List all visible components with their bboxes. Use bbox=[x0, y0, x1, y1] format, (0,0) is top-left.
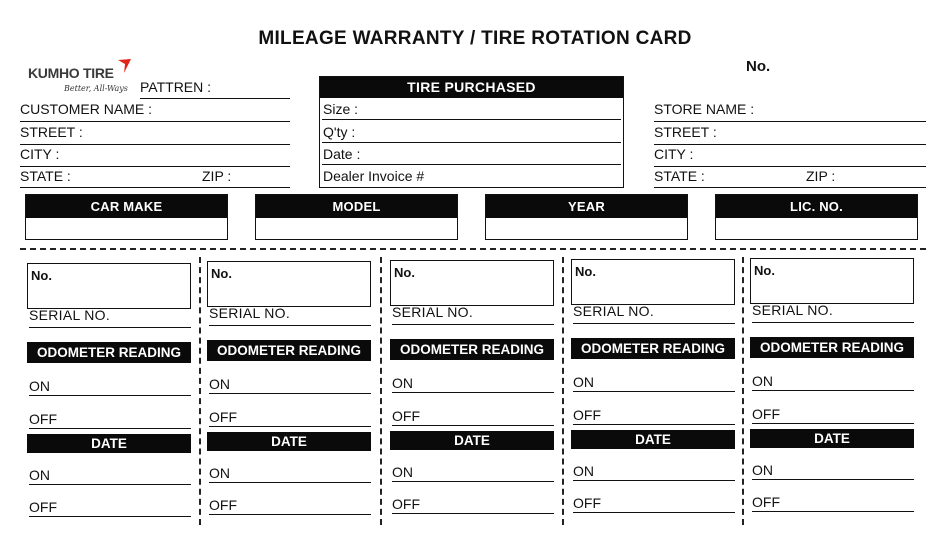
date-off-field[interactable] bbox=[392, 496, 554, 514]
serial-no-label: SERIAL NO. bbox=[573, 303, 655, 319]
date-on-field[interactable] bbox=[392, 464, 554, 482]
odometer-off-label: OFF bbox=[209, 409, 237, 425]
odometer-on-field[interactable] bbox=[573, 374, 735, 392]
date-on-label: ON bbox=[573, 463, 594, 479]
date-on-field[interactable] bbox=[752, 462, 914, 480]
odometer-reading-header: ODOMETER READING bbox=[207, 340, 371, 361]
serial-no-field[interactable] bbox=[392, 304, 554, 325]
date-off-label: OFF bbox=[573, 495, 601, 511]
date-off-field[interactable] bbox=[29, 499, 191, 517]
date-header: DATE bbox=[27, 434, 191, 453]
rotation-number-box[interactable] bbox=[207, 261, 371, 307]
column-divider bbox=[199, 257, 201, 525]
odometer-reading-header: ODOMETER READING bbox=[27, 342, 191, 363]
customer-street-field[interactable] bbox=[20, 124, 290, 145]
odometer-off-field[interactable] bbox=[209, 409, 371, 427]
store-zip-label: ZIP : bbox=[806, 168, 836, 184]
odometer-off-field[interactable] bbox=[573, 407, 735, 425]
customer-state-zip-field[interactable] bbox=[20, 168, 290, 188]
dealer-invoice-field[interactable] bbox=[322, 165, 621, 187]
odometer-on-field[interactable] bbox=[392, 375, 554, 393]
rotation-number-box[interactable] bbox=[750, 258, 914, 304]
date-off-label: OFF bbox=[752, 494, 780, 510]
store-name-label: STORE NAME : bbox=[654, 101, 755, 117]
customer-street-label: STREET : bbox=[20, 124, 83, 140]
logo-tagline: Better, All-Ways bbox=[64, 84, 128, 93]
date-on-label: ON bbox=[209, 465, 230, 481]
date-on-label: ON bbox=[392, 464, 413, 480]
date-on-label: ON bbox=[29, 467, 50, 483]
model-box[interactable] bbox=[255, 194, 458, 240]
tear-off-divider bbox=[20, 248, 926, 250]
pattern-field[interactable] bbox=[140, 79, 290, 99]
store-state-label: STATE : bbox=[654, 168, 705, 184]
date-header: DATE bbox=[571, 430, 735, 449]
rotation-number-box[interactable] bbox=[27, 263, 191, 309]
year-box[interactable] bbox=[485, 194, 688, 240]
odometer-off-label: OFF bbox=[392, 408, 420, 424]
tire-purchased-header: TIRE PURCHASED bbox=[320, 77, 623, 98]
kumho-tire-logo bbox=[28, 57, 138, 95]
tire-qty-field[interactable] bbox=[322, 121, 621, 143]
date-off-field[interactable] bbox=[573, 495, 735, 513]
odometer-reading-header: ODOMETER READING bbox=[390, 339, 554, 360]
column-divider bbox=[562, 257, 564, 525]
rotation-number-label: No. bbox=[394, 265, 415, 280]
tire-purchased-box bbox=[319, 76, 624, 188]
odometer-off-label: OFF bbox=[29, 411, 57, 427]
rotation-number-box[interactable] bbox=[571, 259, 735, 305]
lic-no-header: LIC. NO. bbox=[716, 195, 917, 218]
customer-state-label: STATE : bbox=[20, 168, 71, 184]
odometer-on-label: ON bbox=[209, 376, 230, 392]
card-title: MILEAGE WARRANTY / TIRE ROTATION CARD bbox=[258, 28, 692, 49]
dealer-invoice-label: Dealer Invoice # bbox=[323, 168, 425, 184]
pattern-label: PATTREN : bbox=[140, 79, 212, 95]
serial-no-field[interactable] bbox=[29, 307, 191, 328]
serial-no-label: SERIAL NO. bbox=[392, 304, 474, 320]
logo-brand-text: KUMHO TIRE bbox=[28, 65, 114, 81]
logo-swoosh-icon bbox=[116, 57, 134, 75]
date-header: DATE bbox=[750, 429, 914, 448]
customer-name-label: CUSTOMER NAME : bbox=[20, 101, 152, 117]
odometer-off-label: OFF bbox=[573, 407, 601, 423]
date-off-field[interactable] bbox=[752, 494, 914, 512]
store-street-label: STREET : bbox=[654, 124, 717, 140]
tire-qty-label: Q'ty : bbox=[323, 124, 356, 140]
date-off-label: OFF bbox=[392, 496, 420, 512]
date-off-label: OFF bbox=[209, 497, 237, 513]
column-divider bbox=[380, 257, 382, 525]
store-street-field[interactable] bbox=[654, 124, 926, 145]
serial-no-label: SERIAL NO. bbox=[752, 302, 834, 318]
store-name-field[interactable] bbox=[654, 101, 926, 122]
car-make-box[interactable] bbox=[25, 194, 228, 240]
tire-date-field[interactable] bbox=[322, 143, 621, 165]
rotation-number-label: No. bbox=[754, 263, 775, 278]
year-header: YEAR bbox=[486, 195, 687, 218]
date-off-field[interactable] bbox=[209, 497, 371, 515]
customer-city-field[interactable] bbox=[20, 146, 290, 167]
rotation-number-box[interactable] bbox=[390, 260, 554, 306]
odometer-on-label: ON bbox=[392, 375, 413, 391]
column-divider bbox=[742, 257, 744, 525]
lic-no-box[interactable] bbox=[715, 194, 918, 240]
odometer-on-field[interactable] bbox=[29, 378, 191, 396]
odometer-off-field[interactable] bbox=[752, 406, 914, 424]
store-city-label: CITY : bbox=[654, 146, 694, 162]
serial-no-field[interactable] bbox=[573, 303, 735, 324]
odometer-reading-header: ODOMETER READING bbox=[571, 338, 735, 359]
model-header: MODEL bbox=[256, 195, 457, 218]
odometer-off-label: OFF bbox=[752, 406, 780, 422]
tire-size-field[interactable] bbox=[322, 98, 621, 120]
odometer-reading-header: ODOMETER READING bbox=[750, 337, 914, 358]
date-on-label: ON bbox=[752, 462, 773, 478]
serial-no-label: SERIAL NO. bbox=[29, 307, 111, 323]
odometer-on-field[interactable] bbox=[752, 373, 914, 391]
odometer-off-field[interactable] bbox=[392, 408, 554, 426]
odometer-off-field[interactable] bbox=[29, 411, 191, 429]
tire-size-label: Size : bbox=[323, 101, 359, 117]
customer-zip-label: ZIP : bbox=[202, 168, 232, 184]
odometer-on-label: ON bbox=[29, 378, 50, 394]
serial-no-field[interactable] bbox=[752, 302, 914, 323]
date-header: DATE bbox=[390, 431, 554, 450]
store-state-zip-field[interactable] bbox=[654, 168, 926, 188]
serial-no-label: SERIAL NO. bbox=[209, 305, 291, 321]
date-on-field[interactable] bbox=[29, 467, 191, 485]
customer-name-field[interactable] bbox=[20, 101, 290, 122]
date-header: DATE bbox=[207, 432, 371, 451]
date-on-field[interactable] bbox=[209, 465, 371, 483]
date-on-field[interactable] bbox=[573, 463, 735, 481]
odometer-on-field[interactable] bbox=[209, 376, 371, 394]
rotation-number-label: No. bbox=[575, 264, 596, 279]
car-make-header: CAR MAKE bbox=[26, 195, 227, 218]
rotation-number-label: No. bbox=[211, 266, 232, 281]
odometer-on-label: ON bbox=[752, 373, 773, 389]
date-off-label: OFF bbox=[29, 499, 57, 515]
tire-date-label: Date : bbox=[323, 146, 361, 162]
store-city-field[interactable] bbox=[654, 146, 926, 167]
customer-city-label: CITY : bbox=[20, 146, 60, 162]
odometer-on-label: ON bbox=[573, 374, 594, 390]
rotation-number-label: No. bbox=[31, 268, 52, 283]
serial-no-field[interactable] bbox=[209, 305, 371, 326]
card-number-label: No. bbox=[746, 58, 771, 75]
